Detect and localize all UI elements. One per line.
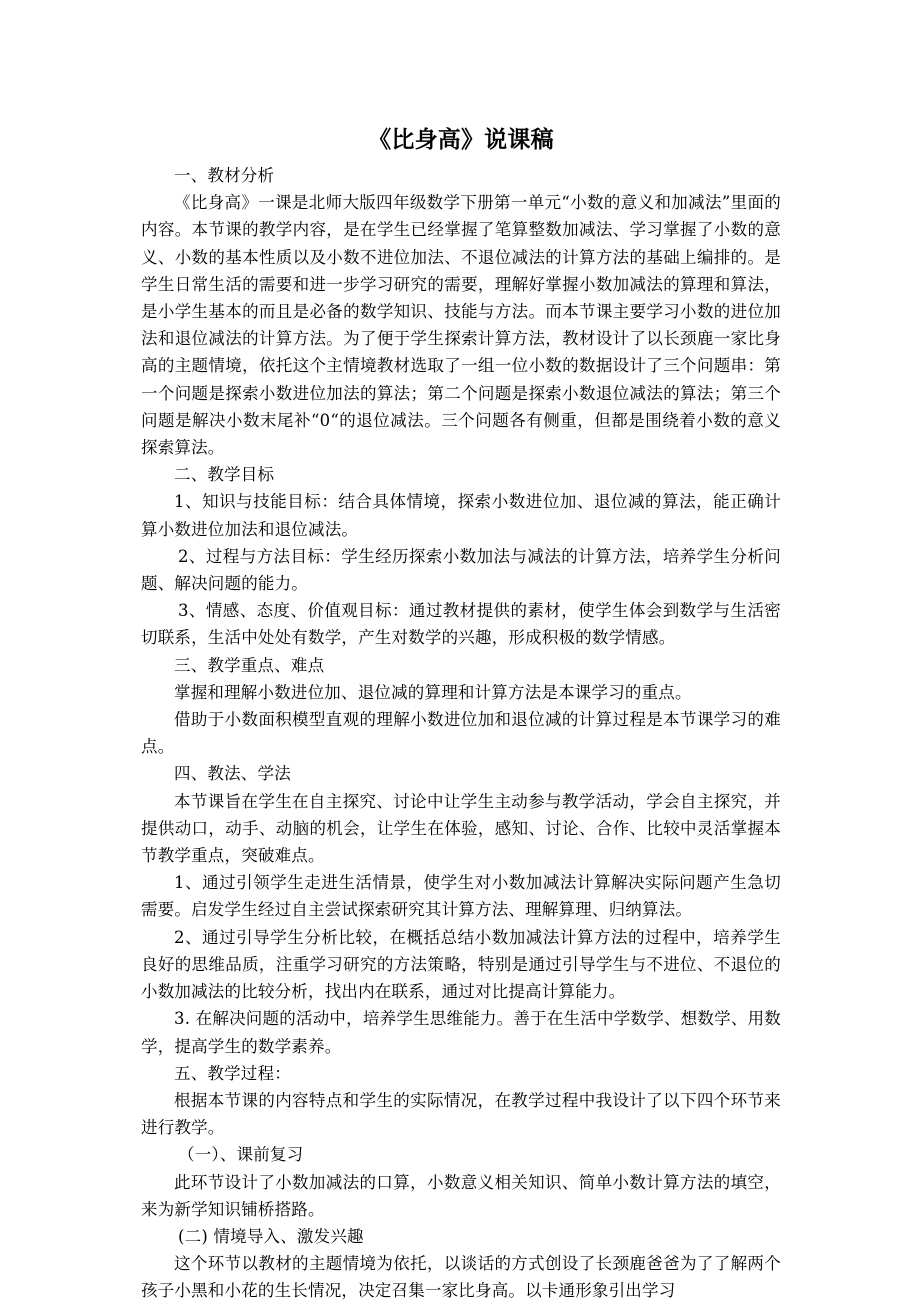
paragraph: 此环节设计了小数加减法的口算，小数意义相关知识、简单小数计算方法的填空，来为新学知识铺桥搭路。: [141, 1172, 781, 1219]
paragraph: 1、知识与技能目标：结合具体情境，探索小数进位加、退位减的算法，能正确计算小数进位加法和退位减法。: [141, 492, 781, 539]
paragraph: 3、情感、态度、价值观目标：通过教材提供的素材，使学生体会到数学与生活密切联系，生活中处处有数学，产生对数学的兴趣，形成积极的数学情感。: [141, 601, 781, 648]
paragraph: 本节课旨在学生在自主探究、讨论中让学生主动参与教学活动，学会自主探究，并提供动口，动手、动脑的机会，让学生在体验，感知、讨论、合作、比较中灵活掌握本节教学重点，突破难点。: [141, 791, 781, 866]
paragraph: 《比身高》一课是北师大版四年级数学下册第一单元“小数的意义和加减法”里面的内容。本节课的教学内容，是在学生已经掌握了笔算整数加减法、学习掌握了小数的意义、小数的基本性质以及小数不进位加法、不退位减法的计算方法的基础上编排的。是学生日常生活的需要和进一步学习研究的需要，理解好掌握小数加减法的算理和算法，是小学生基本的而且是必备的数学知识、技能与方法。而本节课主要学习小数的进位加法和退位减法的计算方法。为了便于学生探索计算方法，教材设计了以长颈鹿一家比身高的主题情境，依托这个主情境教材选取了一组一位小数的数据设计了三个问题串：第一个问题是探索小数进位加法的算法；第二个问题是探索小数退位减法的算法；第三个问题是解决小数末尾补“0“的退位减法。三个问题各有侧重，但都是围绕着小数的意义探索算法。: [141, 193, 781, 458]
paragraph: (二) 情境导入、激发兴趣: [178, 1226, 364, 1246]
paragraph: 这个环节以教材的主题情境为依托，以谈话的方式创设了长颈鹿爸爸为了了解两个孩子小黑和小花的生长情况，决定召集一家比身高。以卡通形象引出学习: [141, 1254, 781, 1301]
section-heading: 二、教学目标: [174, 465, 275, 485]
section-heading: 三、教学重点、难点: [174, 655, 325, 675]
document-title: 《比身高》说课稿: [368, 127, 554, 153]
section-heading: 五、教学过程：: [174, 1063, 291, 1083]
paragraph: 3. 在解决问题的活动中，培养学生思维能力。善于在生活中学数学、想数学、用数学，提高学生的数学素养。: [141, 1009, 781, 1056]
section-heading: 一、教材分析: [174, 166, 275, 185]
paragraph: 借助于小数面积模型直观的理解小数进位加和退位减的计算过程是本节课学习的难点。: [141, 710, 781, 757]
paragraph: 掌握和理解小数进位加、退位减的算理和计算方法是本课学习的重点。: [174, 682, 692, 702]
paragraph: 2、通过引导学生分析比较，在概括总结小数加减法计算方法的过程中，培养学生良好的思维品质，注重学习研究的方法策略，特别是通过引导学生与不进位、不退位的小数加减法的比较分析，找出内在联系，通过对比提高计算能力。: [141, 927, 781, 1002]
paragraph: 1、通过引领学生走进生活情景，使学生对小数加减法计算解决实际问题产生急切需要。启发学生经过自主尝试探索研究其计算方法、理解算理、归纳算法。: [141, 873, 781, 920]
section-heading: 四、教法、学法: [174, 764, 291, 784]
paragraph: 2、过程与方法目标：学生经历探索小数加法与减法的计算方法，培养学生分析问题、解决问题的能力。: [141, 546, 781, 594]
paragraph-list: [141, 162, 781, 1305]
paragraph: （一）、课前复习: [178, 1145, 304, 1165]
paragraph: 根据本节课的内容特点和学生的实际情况，在教学过程中我设计了以下四个环节来进行教学。: [141, 1090, 781, 1138]
document-body: [141, 124, 781, 1305]
